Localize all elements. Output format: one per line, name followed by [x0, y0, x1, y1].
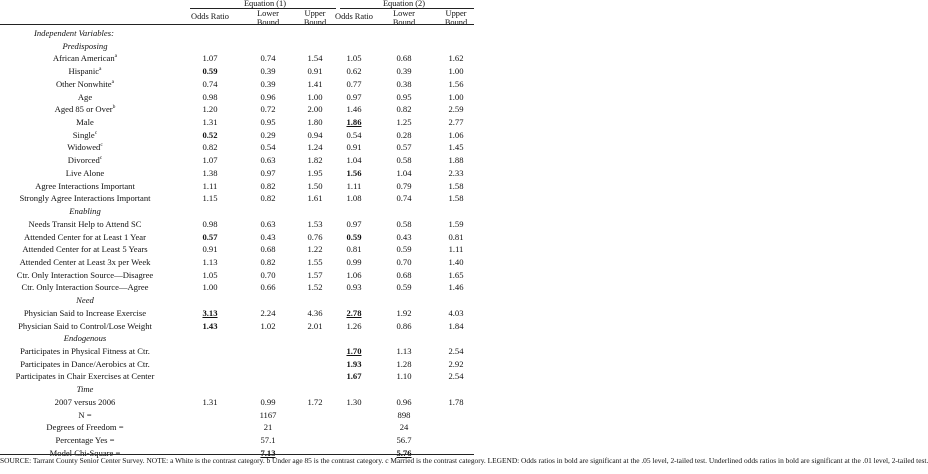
table-cell: 0.98	[202, 218, 218, 229]
table-cell: 1.06	[448, 129, 464, 140]
table-cell: 3.13	[202, 307, 218, 318]
table-cell: 1.11	[448, 244, 464, 255]
table-cell: 1.58	[448, 180, 464, 191]
table-row	[0, 409, 474, 421]
table-row	[0, 231, 474, 243]
table-cell: 2.78	[346, 307, 362, 318]
table-cell: 0.68	[260, 244, 276, 255]
table-cell: 2.24	[260, 307, 276, 318]
table-cell: 1.84	[448, 320, 464, 331]
table-cell: 1.92	[396, 307, 412, 318]
table-cell: 0.54	[260, 142, 276, 153]
table-cell: 0.82	[260, 256, 276, 267]
table-cell: 0.79	[396, 180, 412, 191]
table-row	[0, 154, 474, 166]
table-cell: 0.68	[396, 53, 412, 64]
table-cell: 0.96	[260, 91, 276, 102]
row-label: N =	[78, 409, 92, 420]
table-cell: 1.72	[307, 396, 323, 407]
table-row	[0, 218, 474, 230]
table-cell: 0.57	[396, 142, 412, 153]
table-row	[0, 281, 474, 293]
table-cell: 1.20	[202, 104, 218, 115]
row-label: 2007 versus 2006	[54, 396, 116, 407]
table-cell: 1.07	[202, 53, 218, 64]
table-cell: 0.63	[260, 218, 276, 229]
table-row	[0, 396, 474, 408]
table-cell: 1.38	[202, 167, 218, 178]
section-heading	[0, 294, 474, 306]
table-cell: 2.59	[448, 104, 464, 115]
table-row	[0, 345, 474, 357]
row-label: Strongly Agree Interactions Important	[19, 193, 151, 204]
row-label: Independent Variables:	[34, 28, 114, 38]
table-row	[0, 269, 474, 281]
footnote-marker: c	[94, 129, 98, 136]
table-cell: 0.70	[260, 269, 276, 280]
table-cell: 0.52	[202, 129, 218, 140]
table-cell: 0.82	[260, 180, 276, 191]
table-row	[0, 320, 474, 332]
table-cell: 1.86	[346, 117, 362, 128]
table-cell: 898	[397, 409, 411, 420]
table-cell: 56.7	[396, 435, 412, 446]
table-cell: 24	[399, 422, 409, 433]
section-heading	[0, 383, 474, 395]
table-row	[0, 358, 474, 370]
row-label: Widowed$^c$	[67, 142, 103, 153]
row-label: Needs Transit Help to Attend SC	[28, 218, 142, 229]
table-cell: 1.46	[448, 282, 464, 293]
table-cell: 0.62	[346, 66, 362, 77]
table-cell: 1.00	[307, 91, 323, 102]
table-cell: 1.00	[202, 282, 218, 293]
table-cell: 2.54	[448, 346, 464, 356]
row-label: Degrees of Freedom =	[46, 422, 124, 433]
table-cell: 1.41	[307, 78, 323, 89]
table-cell: 0.97	[346, 218, 362, 229]
bottom-rule	[0, 454, 474, 455]
table-cell: 4.03	[448, 307, 464, 318]
table-cell: 0.76	[307, 231, 323, 242]
table-cell: 1.25	[396, 117, 412, 128]
row-label: Age	[77, 91, 93, 102]
table-cell: 1.82	[307, 155, 323, 166]
table-cell: 1.22	[307, 244, 323, 255]
table-cell: 0.99	[346, 256, 362, 267]
table-cell: 1.07	[202, 155, 218, 166]
table-cell: 0.66	[260, 282, 276, 293]
row-label: Hispanic$^a$	[68, 66, 102, 77]
table-cell: 1.56	[346, 167, 362, 178]
table-cell: 1.31	[202, 396, 218, 407]
table-cell: 0.38	[396, 78, 412, 89]
row-label: Divorced$^c$	[67, 155, 103, 166]
row-label: African American$^a$	[52, 53, 118, 64]
table-cell: 1.24	[307, 142, 323, 153]
table-cell: 1.15	[202, 193, 218, 204]
table-cell: 0.74	[396, 193, 412, 204]
row-label: Physician Said to Control/Lose Weight	[18, 320, 152, 331]
table-cell: 0.39	[260, 66, 276, 77]
table-row	[0, 167, 474, 179]
table-cell: 1.70	[346, 346, 362, 356]
table-row	[0, 78, 474, 90]
table-cell: 2.92	[448, 358, 464, 369]
table-cell: 7.13	[260, 447, 276, 458]
row-label: Enabling	[69, 206, 101, 217]
table-cell: 0.97	[346, 91, 362, 102]
table-cell: 1.00	[448, 66, 464, 77]
equation-1-header: Equation (1)	[243, 0, 287, 8]
table-row	[0, 243, 474, 255]
table-cell: 0.57	[202, 231, 218, 242]
column-header-lower-bound-1: Lower Bound	[256, 9, 280, 27]
table-cell: 1.04	[346, 155, 362, 166]
table-cell: 1.00	[448, 91, 464, 102]
table-cell: 1.26	[346, 320, 362, 331]
table-row	[0, 103, 474, 115]
column-header-odds-ratio-1: Odds Ratio	[191, 12, 229, 21]
row-label: Attended Center for at Least 5 Years	[22, 244, 148, 255]
equation-2-header: Equation (2)	[382, 0, 426, 8]
table-cell: 0.81	[346, 244, 362, 255]
table-cell: 1.95	[307, 167, 323, 178]
table-row	[0, 129, 474, 141]
row-label: Physician Said to Increase Exercise	[23, 307, 147, 318]
table-cell: 0.70	[396, 256, 412, 267]
table-row	[0, 116, 474, 128]
table-cell: 0.43	[396, 231, 412, 242]
row-label: Ctr. Only Interaction Source—Agree	[21, 282, 149, 293]
table-cell: 0.72	[260, 104, 276, 115]
row-label: Participates in Chair Exercises at Center	[15, 371, 155, 382]
table-cell: 1.56	[448, 78, 464, 89]
table-cell: 0.96	[396, 396, 412, 407]
table-cell: 0.77	[346, 78, 362, 89]
table-cell: 57.1	[260, 435, 276, 446]
table-cell: 2.33	[448, 167, 464, 178]
table-cell: 0.28	[396, 129, 412, 140]
table-cell: 0.95	[396, 91, 412, 102]
row-label: Endogenous	[63, 333, 107, 344]
footnote-marker: a	[111, 79, 115, 86]
table-cell: 1.80	[307, 117, 323, 128]
column-header-upper-bound-1: Upper Bound	[303, 9, 327, 27]
table-cell: 0.59	[202, 66, 218, 77]
table-cell: 0.43	[260, 231, 276, 242]
table-cell: 1.62	[448, 53, 464, 64]
row-label: Need	[76, 295, 94, 306]
table-cell: 0.39	[396, 66, 412, 77]
table-cell: 1.52	[307, 282, 323, 293]
table-cell: 2.77	[448, 117, 464, 128]
table-cell: 0.29	[260, 129, 276, 140]
table-row	[0, 180, 474, 192]
table-cell: 1.46	[346, 104, 362, 115]
row-label: Attended Center for at Least 1 Year	[24, 231, 146, 242]
section-heading	[0, 40, 474, 52]
table-cell: 0.98	[202, 91, 218, 102]
table-cell: 0.74	[260, 53, 276, 64]
table-cell: 0.74	[202, 78, 218, 89]
table-cell: 1.53	[307, 218, 323, 229]
table-cell: 1.45	[448, 142, 464, 153]
row-label: Agree Interactions Important	[35, 180, 135, 191]
table-row	[0, 434, 474, 446]
table-cell: 1.61	[307, 193, 323, 204]
table-cell: 0.82	[260, 193, 276, 204]
table-cell: 0.68	[396, 269, 412, 280]
table-cell: 1.43	[202, 320, 218, 331]
table-cell: 0.54	[346, 129, 362, 140]
footnote-marker: c	[100, 142, 103, 149]
table-cell: 1.54	[307, 53, 323, 64]
table-cell: 1.93	[346, 358, 362, 369]
table-row	[0, 256, 474, 268]
table-cell: 21	[263, 422, 273, 433]
table-cell: 1.58	[448, 193, 464, 204]
footnote-marker: c	[99, 155, 103, 162]
row-label: Attended Center at Least 3x per Week	[19, 256, 151, 267]
table-cell: 1.28	[396, 358, 412, 369]
table-cell: 1.02	[260, 320, 276, 331]
table-cell: 0.99	[260, 396, 276, 407]
row-label: Model Chi-Square =	[49, 447, 121, 458]
table-cell: 1.59	[448, 218, 464, 229]
table-cell: 1.31	[202, 117, 218, 128]
table-cell: 1.08	[346, 193, 362, 204]
table-cell: 0.82	[396, 104, 412, 115]
table-cell: 0.59	[346, 231, 362, 242]
table-note: SOURCE: Tarrant County Senior Center Survey. NOTE: a White is the contrast category. b Under age 85 is the contrast category. c Married is the contrast category. LEGEND: Odds ratios in bold are significant at the .05 level, 2-tailed test. Underlined odds ratios in bold are significant at the .01 level, 2-tailed test.	[0, 456, 928, 465]
table-cell: 1.05	[346, 53, 362, 64]
row-label: Participates in Dance/Aerobics at Ctr.	[20, 358, 150, 369]
table-cell: 0.93	[346, 282, 362, 293]
table-cell: 2.54	[448, 371, 464, 382]
row-label: Male	[76, 117, 94, 128]
table-row	[0, 52, 474, 64]
column-header-odds-ratio-2: Odds Ratio	[335, 12, 373, 21]
row-label: Aged 85 or Over$^b$	[54, 104, 116, 115]
table-cell: 0.58	[396, 218, 412, 229]
table-cell: 1.50	[307, 180, 323, 191]
footnote-marker: b	[112, 104, 116, 111]
row-label: Other Nonwhite$^a$	[55, 78, 115, 89]
table-row	[0, 192, 474, 204]
table-cell: 1.10	[396, 371, 412, 382]
table-row	[0, 421, 474, 433]
table-cell: 1.40	[448, 256, 464, 267]
table-cell: 2.00	[307, 104, 323, 115]
row-label: Ctr. Only Interaction Source—Disagree	[16, 269, 154, 280]
table-cell: 2.01	[307, 320, 323, 331]
table-cell: 1.06	[346, 269, 362, 280]
table-cell: 0.91	[202, 244, 218, 255]
table-cell: 1.55	[307, 256, 323, 267]
table-cell: 0.63	[260, 155, 276, 166]
table-row	[0, 370, 474, 382]
column-header-upper-bound-2: Upper Bound	[444, 9, 468, 27]
table-cell: 0.81	[448, 231, 464, 242]
table-row	[0, 307, 474, 319]
table-cell: 1.13	[202, 256, 218, 267]
table-cell: 1.05	[202, 269, 218, 280]
footnote-marker: a	[99, 66, 102, 73]
table-cell: 0.91	[307, 66, 323, 77]
table-cell: 0.95	[260, 117, 276, 128]
column-header-lower-bound-2: Lower Bound	[392, 9, 416, 27]
section-heading	[0, 205, 474, 217]
table-cell: 0.82	[202, 142, 218, 153]
row-label: Percentage Yes =	[55, 435, 115, 446]
row-label: Participates in Physical Fitness at Ctr.	[20, 346, 150, 356]
table-cell: 0.86	[396, 320, 412, 331]
table-cell: 1.67	[346, 371, 362, 382]
footnote-marker: a	[114, 53, 118, 60]
table-cell: 1.88	[448, 155, 464, 166]
table-cell: 1.11	[346, 180, 362, 191]
row-label: Predisposing	[62, 40, 108, 51]
table-cell: 1.65	[448, 269, 464, 280]
row-label: Live Alone	[65, 167, 105, 178]
table-cell: 1.78	[448, 396, 464, 407]
table-cell: 1.57	[307, 269, 323, 280]
table-row	[0, 141, 474, 153]
table-cell: 1167	[259, 409, 277, 420]
table-cell: 4.36	[307, 307, 323, 318]
table-cell: 0.94	[307, 129, 323, 140]
table-cell: 0.97	[260, 167, 276, 178]
top-rule	[0, 24, 474, 25]
row-label: Time	[76, 384, 94, 395]
table-cell: 1.13	[396, 346, 412, 356]
table-cell: 0.59	[396, 244, 412, 255]
table-row	[0, 65, 474, 77]
section-heading	[0, 332, 474, 344]
table-cell: 5.76	[396, 447, 412, 458]
table-row	[0, 91, 474, 103]
table-cell: 0.58	[396, 155, 412, 166]
table-cell: 1.04	[396, 167, 412, 178]
table-cell: 0.59	[396, 282, 412, 293]
table-cell: 1.11	[202, 180, 218, 191]
table-cell: 0.91	[346, 142, 362, 153]
table-cell: 1.30	[346, 396, 362, 407]
table-cell: 0.39	[260, 78, 276, 89]
section-heading	[0, 27, 474, 39]
row-label: Single$^c$	[72, 129, 98, 140]
